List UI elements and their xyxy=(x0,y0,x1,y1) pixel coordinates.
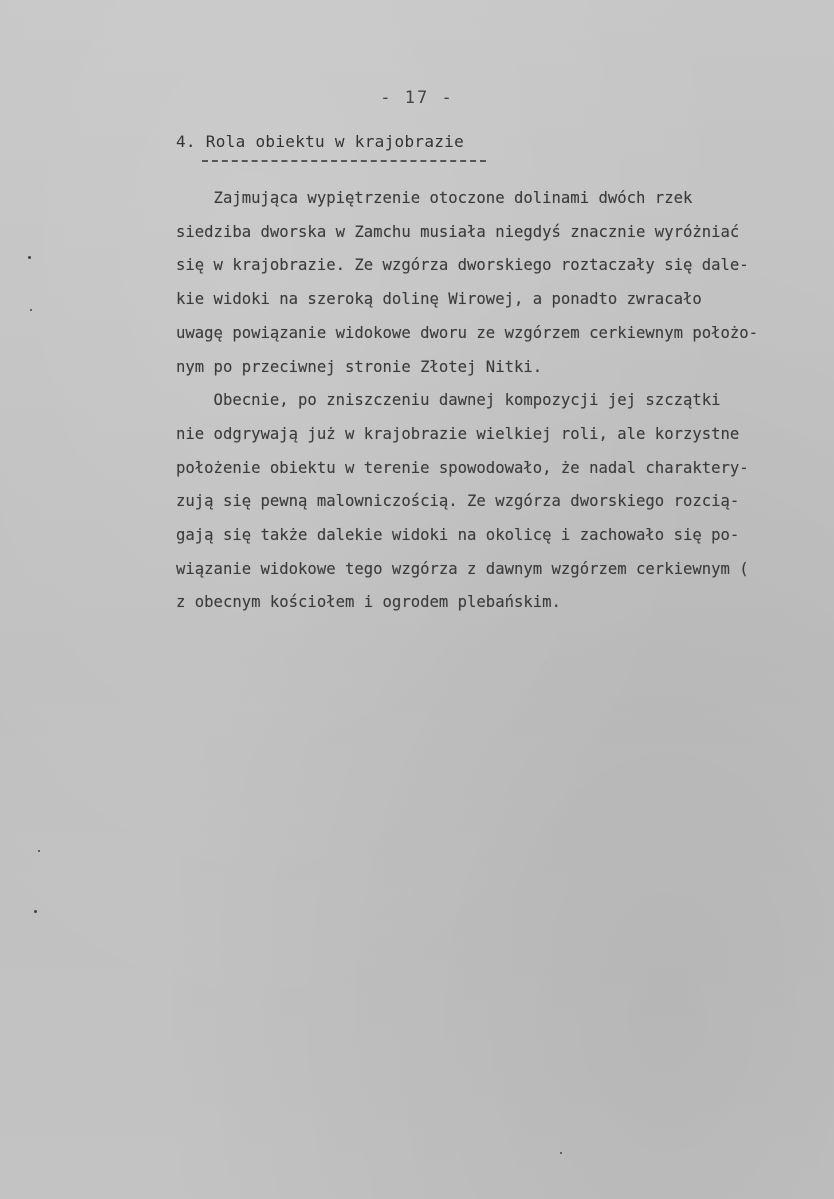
paragraph-1-line: nym po przeciwnej stronie Złotej Nitki. xyxy=(176,357,543,376)
scan-speck xyxy=(38,850,40,852)
paragraph-2-line: nie odgrywają już w krajobrazie wielkiej roli, ale korzystne xyxy=(176,424,740,443)
section-heading: 4. Rola obiektu w krajobrazie xyxy=(176,132,465,151)
paragraph-2-line: gają się także dalekie widoki na okolicę i zachowało się po- xyxy=(176,526,740,545)
body-text xyxy=(176,182,826,620)
paragraph-1-line: kie widoki na szeroką dolinę Wirowej, a ponadto zwracało xyxy=(176,290,702,309)
paragraph-2-line: z obecnym kościołem i ogrodem plebańskim. xyxy=(176,593,561,612)
scan-speck xyxy=(28,256,31,259)
paragraph-2-line: wiązanie widokowe tego wzgórza z dawnym wzgórzem cerkiewnym ( xyxy=(176,559,749,578)
scan-speck xyxy=(30,309,32,311)
paragraph-2-line: Obecnie, po zniszczeniu dawnej kompozycji jej szczątki xyxy=(176,391,721,410)
paragraph-1-line: siedziba dworska w Zamchu musiała niegdyś znacznie wyróżniać xyxy=(176,222,740,241)
paragraph-2-line: zują się pewną malowniczością. Ze wzgórza dworskiego rozcią- xyxy=(176,492,740,511)
scan-speck xyxy=(34,910,37,913)
paragraph-1-line: się w krajobrazie. Ze wzgórza dworskiego roztaczały się dale- xyxy=(176,256,749,275)
scan-speck xyxy=(560,1152,562,1154)
paragraph-1-line: uwagę powiązanie widokowe dworu ze wzgórzem cerkiewnym położo- xyxy=(176,323,759,342)
page-number: - 17 - xyxy=(380,88,454,108)
paragraph-1-line: Zajmująca wypiętrzenie otoczone dolinami dwóch rzek xyxy=(176,189,693,207)
heading-underline xyxy=(202,160,486,162)
paragraph-2-line: położenie obiektu w terenie spowodowało, że nadal charaktery- xyxy=(176,458,749,477)
